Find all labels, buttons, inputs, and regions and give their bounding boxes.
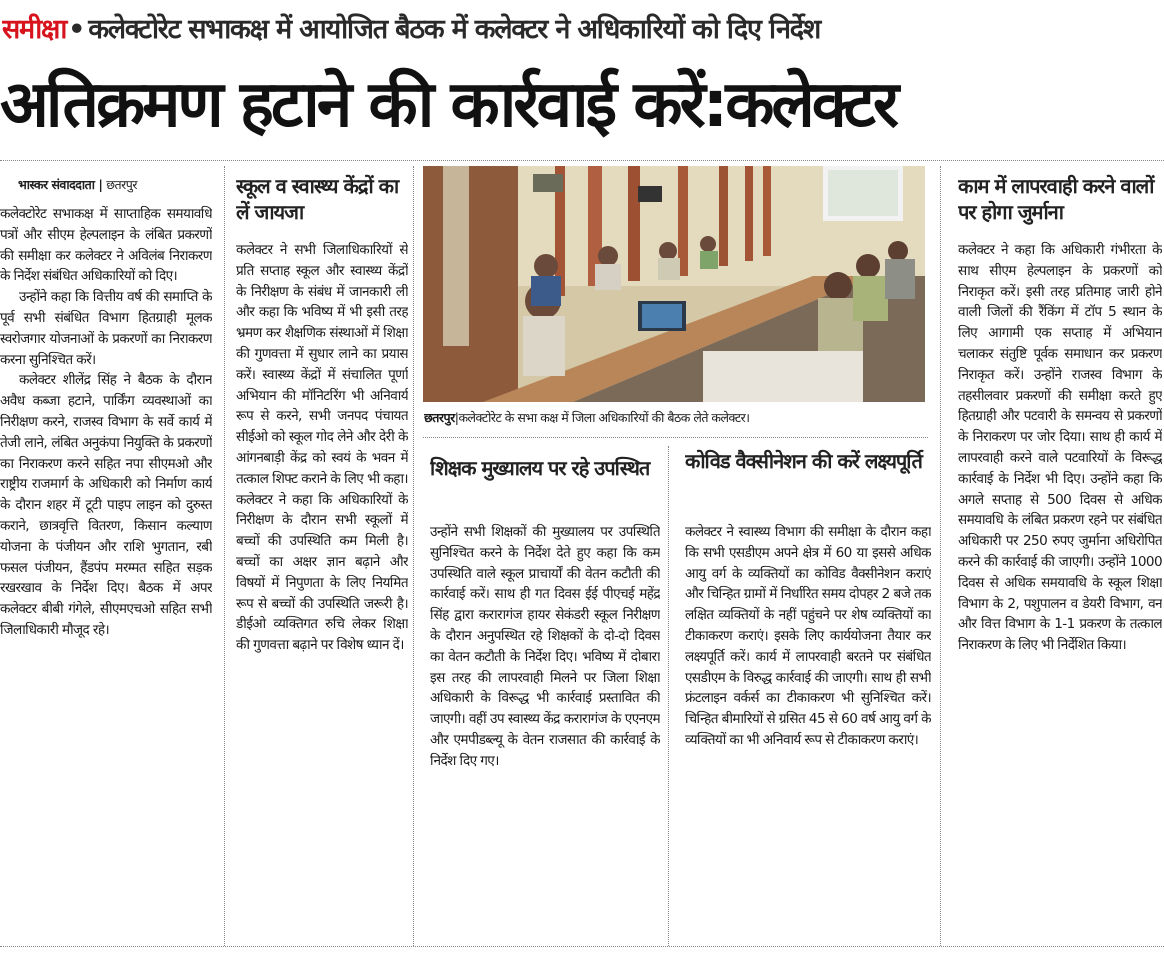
caption-separator: | xyxy=(454,410,459,425)
column-1-body xyxy=(0,204,212,936)
column-2-body: कलेक्टर ने सभी जिलाधिकारियों से प्रति सप्ताह स्कूल और स्वास्थ्य केंद्रों के निरीक्षण के संबंध में जानकारी ली और कहा कि भविष्य में भी इसी तरह भ्रमण कर शैक्षणिक संस्थाओं में शिक्षा की गुणवत्ता में सुधार लाने का प्रयास करें। स्वास्थ्य केंद्रों में संचालित पूर्णा अभियान की मॉनिटरिंग भी अनिवार्य रूप से करने, सभी जनपद पंचायत सीईओ को स्कूल गोद लेने और देरी के आंगनबाड़ी केंद्र को स्वयं के भवन में तत्काल शिफ्ट कराने के लिए भी कहा। कलेक्टर ने कहा कि अधिकारियों के निरीक्षण के दौरान सभी स्कूलों में बच्चों की उपस्थिति कम मिली है। बच्चों का अक्षर ज्ञान बढ़ाने और विषयों में निपुणता के लिए नियमित रूप से बच्चों की उपस्थिति जरूरी है। डीईओ व्यक्तिगत रुचि लेकर शिक्षा की गुणवत्ता बढ़ाने पर विशेष ध्यान दें। xyxy=(236,242,408,654)
caption-text: कलेक्टोरेट के सभा कक्ष में जिला अधिकारियों की बैठक लेते कलेक्टर। xyxy=(458,410,750,425)
rule-under-caption xyxy=(423,437,928,438)
column-1-paragraph: कलेक्टोरेट सभाकक्ष में साप्ताहिक समयावधि पत्रों और सीएम हेल्पलाइन के लंबित प्रकरणों की समीक्षा कर कलेक्टर ने अविलंब निराकरण के निर्देश संबंधित अधिकारियों को दिए। xyxy=(0,206,212,285)
column-2-heading: स्कूल व स्वास्थ्य केंद्रों का लें जायजा xyxy=(236,174,399,224)
rule-col4 xyxy=(940,166,941,946)
byline xyxy=(18,175,218,195)
rule-col1 xyxy=(224,166,225,946)
column-5-heading: काम में लापरवाही करने वालों पर होगा जुर्माना xyxy=(958,174,1154,224)
byline-separator: | xyxy=(94,177,107,192)
byline-author: भास्कर संवाददाता xyxy=(18,177,95,192)
column-1-paragraph: कलेक्टर शीलेंद्र सिंह ने बैठक के दौरान अवैध कब्जा हटाने, पार्किंग व्यवस्थाओं का निरीक्षण करने, राजस्व विभाग के सर्वे कार्य में तेजी लाने, लंबित अनुकंपा नियुक्ति के प्रकरणों का निराकरण करने सहित नपा सीएमओ और राष्ट्रीय राजमार्ग के अधिकारी को निर्माण कार्य के दौरान शहर में टूटी पाइप लाइन को दुरुस्त कराने, छात्रवृत्ति वितरण, किसान कल्याण योजना के पंजीयन और राशि भुगतान, रबी फसल पंजीयन, हैंडपंप मरम्मत सहित सड़क रखरखाव के निर्देश दिए। बैठक में अपर कलेक्टर बीबी गंगेले, सीएमएचओ सहित सभी जिलाधिकारी मौजूद रहे। xyxy=(0,372,212,638)
column-4-heading: कोविड वैक्सीनेशन की करें लक्ष्यपूर्ति xyxy=(685,449,922,473)
rule-bottom xyxy=(0,946,1164,947)
rule-col2 xyxy=(413,166,414,946)
kicker-bullet: • xyxy=(68,14,85,45)
kicker-text: कलेक्टोरेट सभाकक्ष में आयोजित बैठक में कलेक्टर ने अधिकारियों को दिए निर्देश xyxy=(88,14,821,45)
rule-top xyxy=(0,160,1164,161)
meeting-photo-illustration xyxy=(423,166,925,402)
rule-col3 xyxy=(668,446,669,946)
kicker-line xyxy=(2,8,1162,52)
headline: अतिक्रमण हटाने की कार्रवाई करें:कलेक्टर xyxy=(0,68,897,142)
photo-caption xyxy=(424,407,924,429)
kicker-label: समीक्षा xyxy=(2,14,67,45)
column-5-body: कलेक्टर ने कहा कि अधिकारी गंभीरता के साथ सीएम हेल्पलाइन के प्रकरणों को निराकृत करें। इसी तरह प्रतिमाह जारी होने वाली जिलों की रैंकिंग में टॉप 5 स्थान के लिए आगामी एक सप्ताह में अभियान चलाकर संतुष्टि पूर्वक समाधान कर प्रकरण निराकृत करें। उन्होंने राजस्व विभाग के तहसीलवार प्रकरणों की समीक्षा करते हुए हितग्राही और पटवारी के समन्वय से प्रकरणों के निराकरण पर जोर दिया। साथ ही कार्य में लापरवाही करने वाले पटवारियों के विरूद्ध कार्रवाई के निर्देश भी दिए। उन्होंने कहा कि अगले सप्ताह से 500 दिवस से अधिक समयावधि के लंबित प्रकरण रहने पर संबंधित अधिकारी पर 250 रुपए जुर्माना अधिरोपित करने की कार्रवाई की जाएगी। उन्होंने 1000 दिवस से अधिक समयावधि के स्कूल शिक्षा विभाग के 2, पशुपालन व डेयरी विभाग, वन और वित्त विभाग के 1-1 प्रकरण के तत्काल निराकरण के लिए भी निर्देशित किया। xyxy=(958,242,1162,654)
column-3-heading: शिक्षक मुख्यालय पर रहे उपस्थित xyxy=(430,456,650,480)
caption-place: छतरपुर xyxy=(424,410,455,425)
column-3-body: उन्होंने सभी शिक्षकों की मुख्यालय पर उपस्थिति सुनिश्चित करने के निर्देश देते हुए कहा कि कम उपस्थिति वाले स्कूल प्राचार्यों की वेतन कटौती की कार्रवाई करें। साथ ही गत दिवस ईई पीएचई महेंद्र सिंह द्वारा करारागंज हायर सेकंडरी स्कूल निरीक्षण के दौरान अनुपस्थित रहे शिक्षकों के दो-दो दिवस का वेतन कटौती के निर्देश दिए। भविष्य में दोबारा इस तरह की लापरवाही मिलने पर जिला शिक्षा अधिकारी के विरूद्ध भी कार्रवाई प्रस्तावित की जाएगी। वहीं उप स्वास्थ्य केंद्र करारागंज के एएनएम और एमपीडब्ल्यू के वेतन राजसात की कार्रवाई के निर्देश दिए गए। xyxy=(430,524,660,769)
byline-place: छतरपुर xyxy=(106,177,137,192)
column-1-paragraph: उन्होंने कहा कि वित्तीय वर्ष की समाप्ति के पूर्व सभी संबंधित विभाग हितग्राही मूलक स्वरोजगार योजनाओं के प्रकरणों का निराकरण करना सुनिश्चित करें। xyxy=(0,289,212,368)
column-4-body: कलेक्टर ने स्वास्थ्य विभाग की समीक्षा के दौरान कहा कि सभी एसडीएम अपने क्षेत्र में 60 या इससे अधिक आयु वर्ग के व्यक्तियों का कोविड वैक्सीनेशन कराएं और चिन्हित ग्रामों में निर्धारित समय दोपहर 2 बजे तक लक्षित व्यक्तियों के नहीं पहुंचने पर शेष व्यक्तियों का टीकाकरण कराएं। इसके लिए कार्ययोजना तैयार कर लक्ष्यपूर्ति करें। कार्य में लापरवाही बरतने पर संबंधित एसडीएम के विरुद्ध कार्रवाई की जाएगी। साथ ही सभी फ्रंटलाइन वर्कर्स का टीकाकरण भी सुनिश्चित करें। चिन्हित बीमारियों से ग्रसित 45 से 60 वर्ष आयु वर्ग के व्यक्तियों का भी अनिवार्य रूप से टीकाकरण कराएं। xyxy=(685,524,931,748)
meeting-photo xyxy=(423,166,925,402)
